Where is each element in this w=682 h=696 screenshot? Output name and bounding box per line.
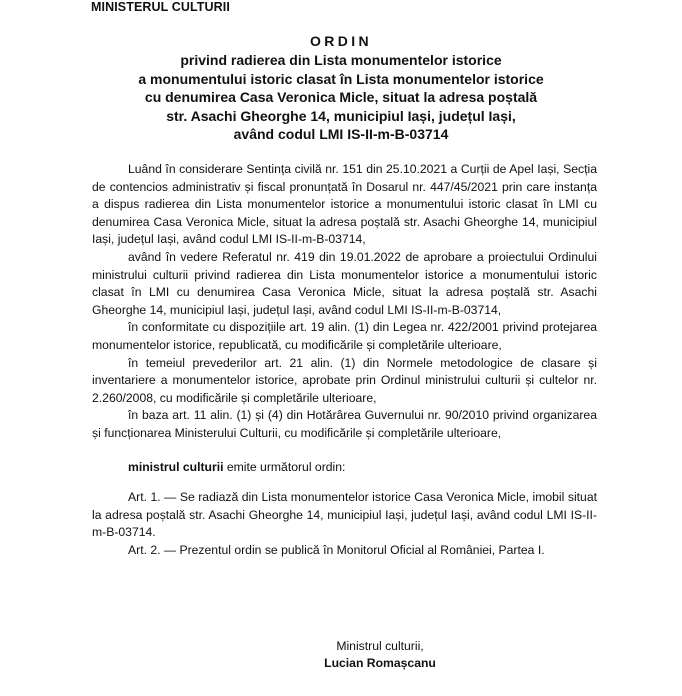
subtitle-line: str. Asachi Gheorghe 14, municipiul Iași, județul Iași, [166,107,516,124]
subtitle-line: privind radierea din Lista monumentelor istorice [180,52,502,68]
preamble-paragraph: Luând în considerare Sentința civilă nr. 151 din 25.10.2021 a Curții de Apel Iași, Secția de contencios administrativ și fiscal pronunțată în Dosarul nr. 447/45/2021 prin care instanța a dispus radierea din Lista monumentelor istorice a monumentului istoric clasat în LMI cu denumirea Casa Veronica Micle, situat la adresa poștală str. Asachi Gheorghe 14, municipiul Iași, județul Iași, având codul LMI IS-II-m-B-03714, [92,162,597,247]
preamble-paragraph: în conformitate cu dispozițiile art. 19 alin. (1) din Legea nr. 422/2001 privind protejarea monumentelor istorice, republicată, cu modificările și completările ulterioare, [92,320,597,352]
preamble-paragraph: în baza art. 11 alin. (1) și (4) din Hotărârea Guvernului nr. 90/2010 privind organizarea și funcționarea Ministerului Culturii, cu modificările și completările ulterioare, [92,408,597,440]
articles-block [92,489,597,559]
article-1: Art. 1. — Se radiază din Lista monumentelor istorice Casa Veronica Micle, imobil situat la adresa poștală str. Asachi Gheorghe 14, municipiul Iași, județul Iași, având codul LMI IS-II-m-B-03714. [92,490,597,540]
subtitle-line: a monumentului istoric clasat în Lista monumentelor istorice [138,70,544,87]
preamble-paragraph: în temeiul prevederilor art. 21 alin. (1) din Normele metodologice de clasare și inventariere a monumentelor istorice, aprobate prin Ordinul ministrului culturii și cultelor nr. 2.260/2008, cu modificările și completările ulterioare, [92,355,597,405]
signature-name: Lucian Romașcanu [324,656,436,670]
emit-statement [92,459,597,477]
order-body [92,161,597,559]
preamble-paragraph: având în vedere Referatul nr. 419 din 19.01.2022 de aprobare a proiectului Ordinului ministrului culturii privind radierea din Lista monumentelor istorice a monumentului istoric clasat în LMI cu denumirea Casa Veronica Micle, situat la adresa poștală str. Asachi Gheorghe 14, municipiul Iași, județul Iași, având codul LMI IS-II-m-B-03714, [92,249,597,317]
signature-role: Ministrul culturii, [336,639,424,653]
subtitle-line: având codul LMI IS-II-m-B-03714 [233,126,449,142]
emit-rest: emite următorul ordin: [223,459,346,474]
signature-block [250,638,510,672]
article-2: Art. 2. — Prezentul ordin se publică în Monitorul Oficial al României, Partea I. [128,542,545,557]
order-heading: ORDIN [309,33,373,49]
subtitle-line: cu denumirea Casa Veronica Micle, situat la adresa poștală [144,89,538,105]
order-subtitle [0,51,682,144]
order-title-block [0,33,682,144]
ministry-header: MINISTERUL CULTURII [91,0,230,14]
emit-authority: ministrul culturii [128,459,224,474]
